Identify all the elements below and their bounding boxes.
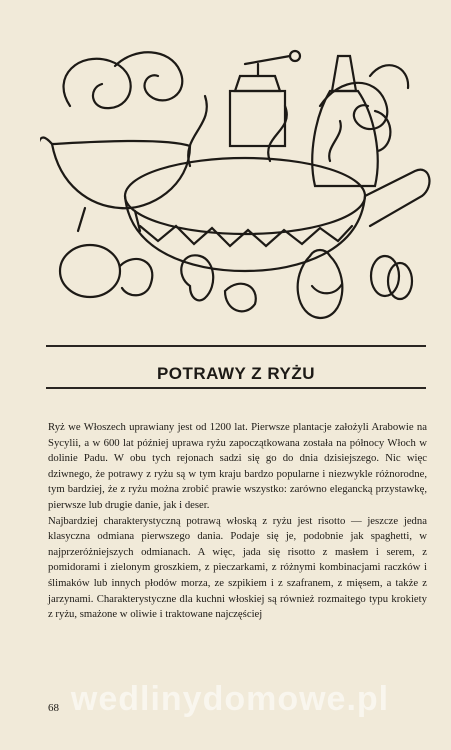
chapter-title: POTRAWY Z RYŻU — [156, 364, 316, 384]
kitchen-illustration — [40, 36, 440, 328]
title-rule-top — [46, 345, 426, 347]
watermark: wedlinydomowe.pl — [70, 680, 390, 718]
title-rule-bottom — [46, 387, 426, 389]
paragraph: Najbardziej charakterystyczną potrawą włoską z ryżu jest risotto — jeszcze jedna klasyczna odmiana pierwszego dania. Podaje się je, podobnie jak spaghetti, w najprzeróżniejszych odmianach. A więc, jada się risotto z masłem i serem, z pomidorami i zielonym groszkiem, z pieczarkami, z różnymi kombinacjami raczków i ślimaków lub innych płodów morza, ze szpikiem i z szafranem, z mięsem, a także z jarzynami. Charakterystyczne dla kuchni włoskiej są również rozmaitego typu krokiety z ryżu, smażone w oliwie i traktowane najczęściej — [48, 514, 427, 621]
body-text — [48, 420, 427, 623]
page-number: 68 — [48, 702, 59, 714]
paragraph: Ryż we Włoszech uprawiany jest od 1200 lat. Pierwsze plantacje założyli Arabowie na Sycylii, a w 600 lat później uprawa ryżu zapoczątkowana została na północy Włoch w dolinie Padu. W obu tych rejonach sadzi się go do dnia dzisiejszego. Nic więc dziwnego, że potrawy z ryżu są w tym kraju bardzo popularne i niezwykle różnorodne, tym bardziej, że z ryżu można zrobić prawie wszystko: zarówno elegancką przystawkę, pierwsze lub drugie danie, jak i deser. — [48, 421, 427, 511]
